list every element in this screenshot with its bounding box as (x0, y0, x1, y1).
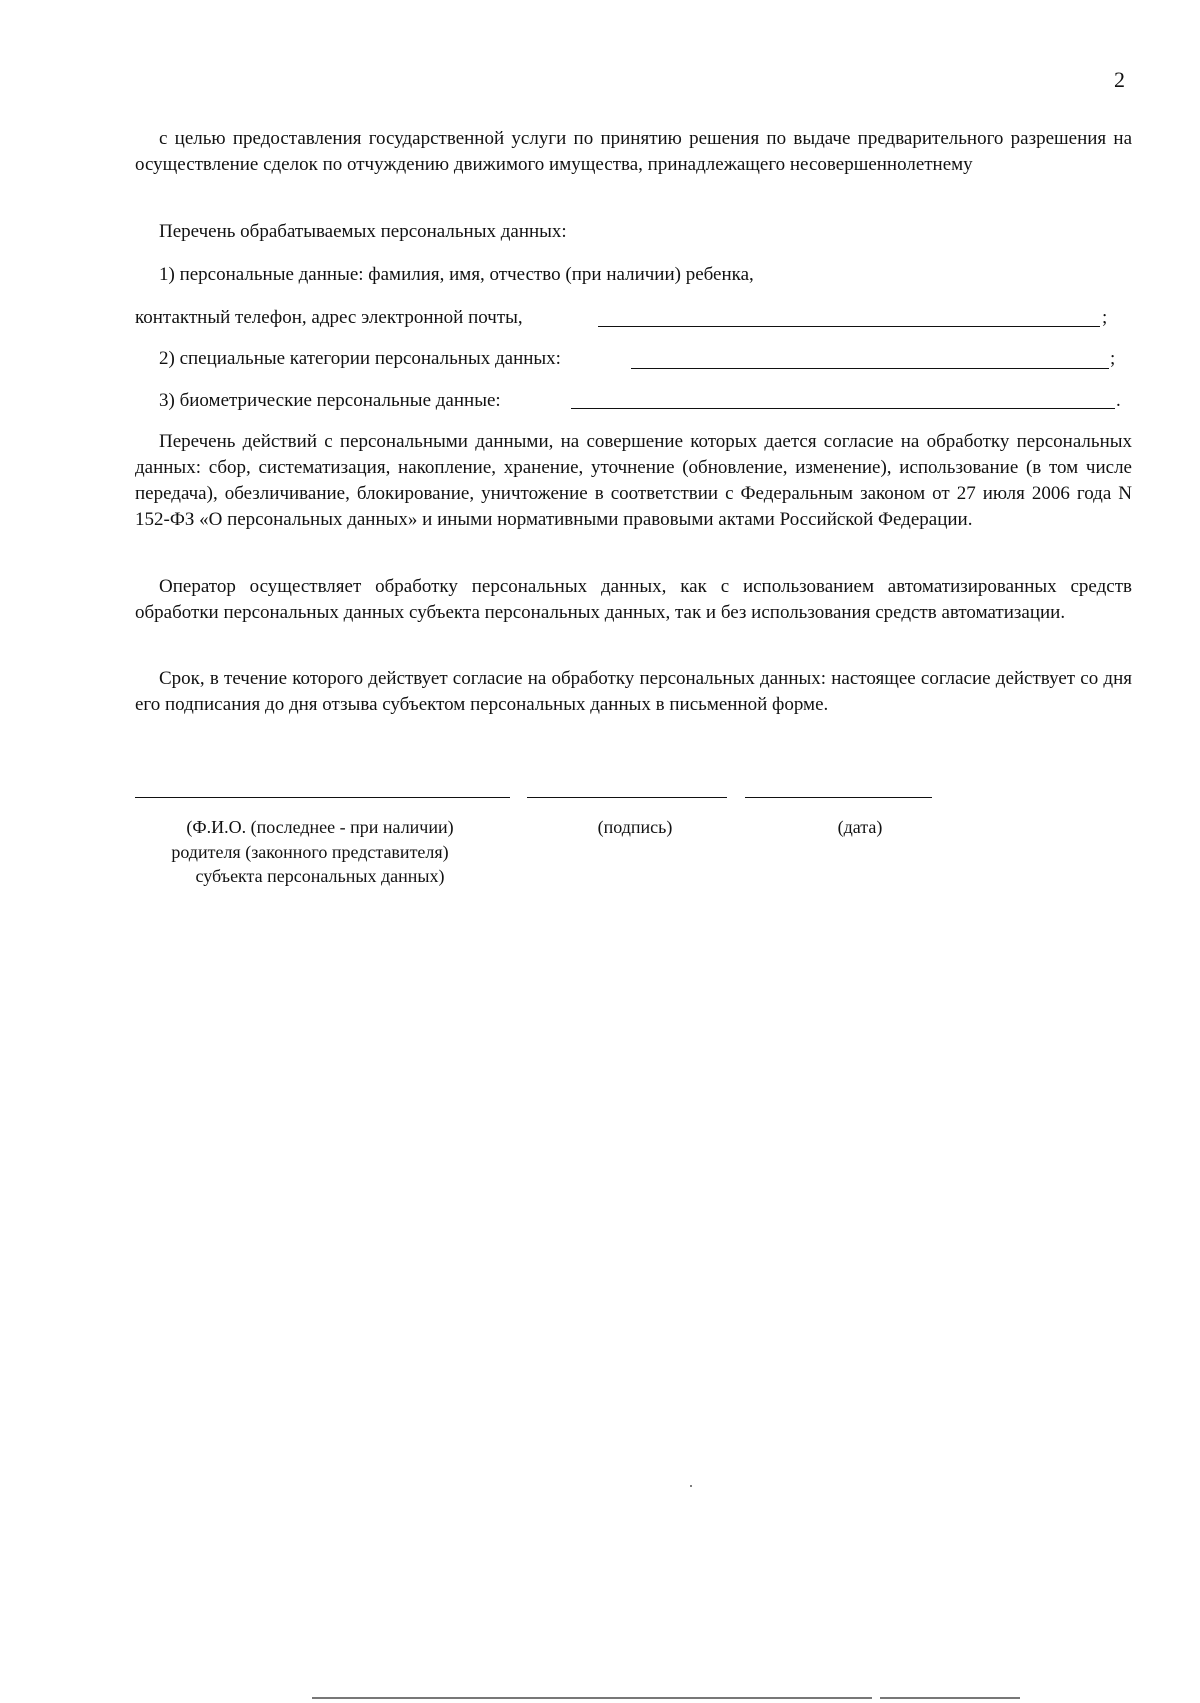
date-signature-line[interactable] (745, 797, 932, 798)
operator-paragraph: Оператор осуществляет обработку персональных данных, как с использованием автоматизированных средств обработки персональных данных субъекта персональных данных, так и без использования средств автоматизации. (135, 576, 1132, 623)
data-list-heading: Перечень обрабатываемых персональных данных: (159, 221, 567, 242)
scan-speck (690, 1485, 692, 1487)
signature-caption: (подпись) (597, 817, 673, 837)
list-item-2: 2) специальные категории персональных данных: (159, 348, 561, 369)
term-paragraph: Срок, в течение которого действует согласие на обработку персональных данных: настоящее согласие действует со дня его подписания до дня отзыва субъектом персональных данных в письменной форме. (135, 668, 1132, 715)
page-number: 2 (1114, 67, 1125, 92)
signature-line[interactable] (527, 797, 727, 798)
name-signature-line[interactable] (135, 797, 510, 798)
list-item-2-end: ; (1110, 348, 1116, 369)
list-item-1-line-1: 1) персональные данные: фамилия, имя, отчество (при наличии) ребенка, (159, 264, 754, 285)
list-item-3: 3) биометрические персональные данные: (159, 390, 501, 411)
contact-blank-field[interactable] (598, 326, 1100, 327)
scan-edge-artifact (312, 1697, 872, 1699)
date-caption: (дата) (837, 817, 883, 837)
list-item-1-end: ; (1102, 307, 1108, 328)
list-item-1-line-2: контактный телефон, адрес электронной почты, (135, 307, 523, 328)
name-caption-line-2: родителя (законного представителя) (171, 842, 449, 862)
biometric-blank-field[interactable] (571, 408, 1115, 409)
name-caption-line-3: субъекта персональных данных) (195, 866, 445, 886)
purpose-paragraph: с целью предоставления государственной услуги по принятию решения по выдаче предварительного разрешения на осуществление сделок по отчуждению движимого имущества, принадлежащего несовершеннолетнему (135, 128, 1132, 175)
actions-paragraph: Перечень действий с персональными данными, на совершение которых дается согласие на обработку персональных данных: сбор, систематизация, накопление, хранение, уточнение (обновление, изменение), использование (в том числе передача), обезличивание, блокирование, уничтожение в соответствии с Федеральным законом от 27 июля 2006 года N 152-ФЗ «О персональных данных» и иными нормативными правовыми актами Российской Федерации. (135, 431, 1132, 530)
special-categories-blank-field[interactable] (631, 368, 1109, 369)
name-caption-line-1: (Ф.И.О. (последнее - при наличии) (186, 817, 454, 837)
scan-edge-artifact (880, 1697, 1020, 1699)
list-item-3-end: . (1116, 390, 1121, 411)
